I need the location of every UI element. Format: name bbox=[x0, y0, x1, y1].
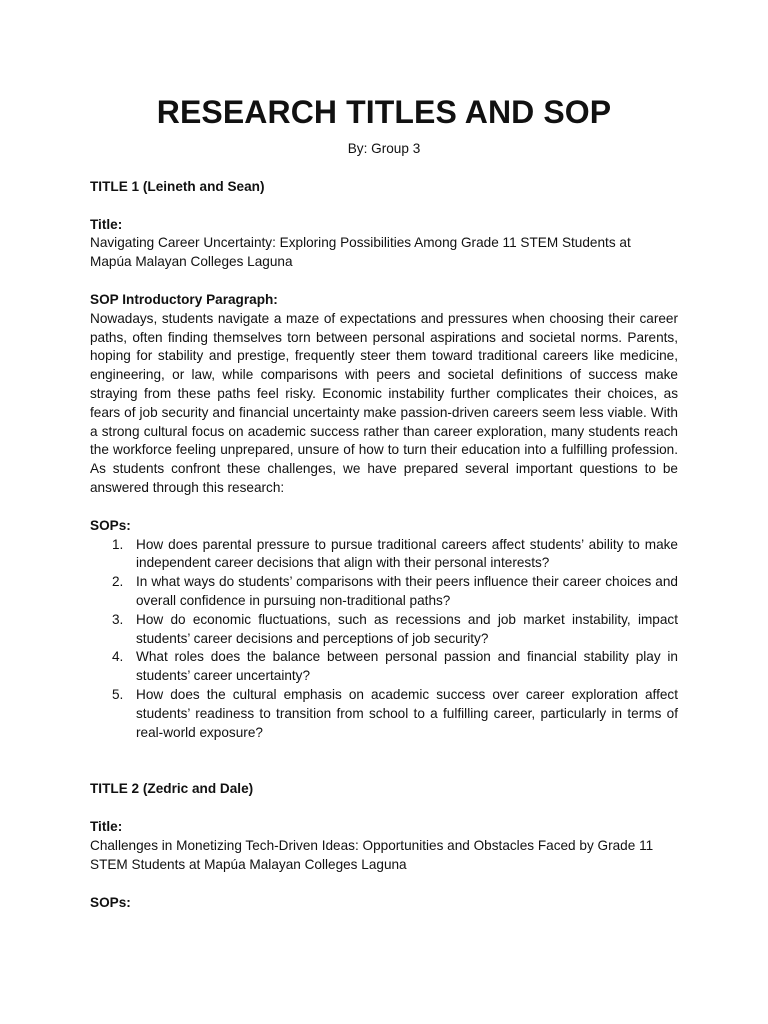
sop-item-number: 4. bbox=[112, 649, 124, 665]
title-1-sops-list bbox=[90, 536, 678, 743]
sop-intro-paragraph: Nowadays, students navigate a maze of expectations and pressures when choosing their career paths, often finding themselves torn between personal aspirations and societal norms. Parents, hoping for stability and prestige, frequently steer them toward traditional careers like medicine, engineering, or law, while comparisons with peers and societal definitions of success make straying from these paths feel risky. Economic instability further complicates their choices, as fears of job security and financial uncertainty make passion-driven careers seem less viable. With a strong cultural focus on academic success rather than career exploration, many students reach the workforce feeling unprepared, unsure of how to turn their education into a fulfilling profession. As students confront these challenges, we have prepared several important questions to be answered through this research: bbox=[90, 310, 678, 495]
title-2-title-line-2: STEM Students at Mapúa Malayan Colleges Laguna bbox=[90, 856, 407, 872]
sop-item bbox=[90, 611, 678, 649]
title-2-section bbox=[90, 780, 678, 912]
sop-item-number: 2. bbox=[112, 574, 124, 590]
sop-item-number: 1. bbox=[112, 536, 124, 552]
title-1-title-label: Title: bbox=[90, 216, 123, 232]
sop-item-text: What roles does the balance between personal passion and financial stability play in students’ career uncertainty? bbox=[136, 649, 678, 684]
document-title: RESEARCH TITLES AND SOP bbox=[156, 94, 612, 130]
title-2-title-line-1: Challenges in Monetizing Tech-Driven Ideas: Opportunities and Obstacles Faced by Grade 11 bbox=[90, 837, 654, 853]
title-1-title-line-1: Navigating Career Uncertainty: Exploring Possibilities Among Grade 11 STEM Students at bbox=[90, 235, 631, 251]
title-2-sops-label: SOPs: bbox=[90, 894, 131, 910]
sop-item-text: How does parental pressure to pursue traditional careers affect students’ ability to make independent career decisions that align with their personal interests? bbox=[136, 536, 678, 571]
sop-item-text: In what ways do students’ comparisons with their peers influence their career choices and overall confidence in pursuing non-traditional paths? bbox=[136, 574, 678, 608]
title-1-sops-label: SOPs: bbox=[90, 517, 131, 533]
sop-item bbox=[90, 648, 678, 686]
sop-item-text: How do economic fluctuations, such as recessions and job market instability, impact students’ career decisions and perceptions of job security? bbox=[136, 611, 678, 646]
title-1-section bbox=[90, 178, 678, 743]
title-2-heading: TITLE 2 (Zedric and Dale) bbox=[90, 781, 254, 797]
sop-item bbox=[90, 536, 678, 574]
sop-item-number: 5. bbox=[112, 686, 124, 702]
sop-item bbox=[90, 686, 678, 742]
title-1-heading: TITLE 1 (Leineth and Sean) bbox=[90, 178, 265, 194]
title-1-title-line-2: Mapúa Malayan Colleges Laguna bbox=[90, 254, 293, 270]
sop-intro-label: SOP Introductory Paragraph: bbox=[90, 291, 278, 307]
title-2-title-label: Title: bbox=[90, 819, 123, 835]
sop-item bbox=[90, 573, 678, 611]
byline: By: Group 3 bbox=[347, 141, 421, 156]
sop-item-text: How does the cultural emphasis on academic success over career exploration affect students’ readiness to transition from school to a fulfilling career, particularly in terms of real-world exposure? bbox=[136, 686, 678, 740]
sop-item-number: 3. bbox=[112, 611, 124, 627]
document-content bbox=[90, 92, 678, 912]
